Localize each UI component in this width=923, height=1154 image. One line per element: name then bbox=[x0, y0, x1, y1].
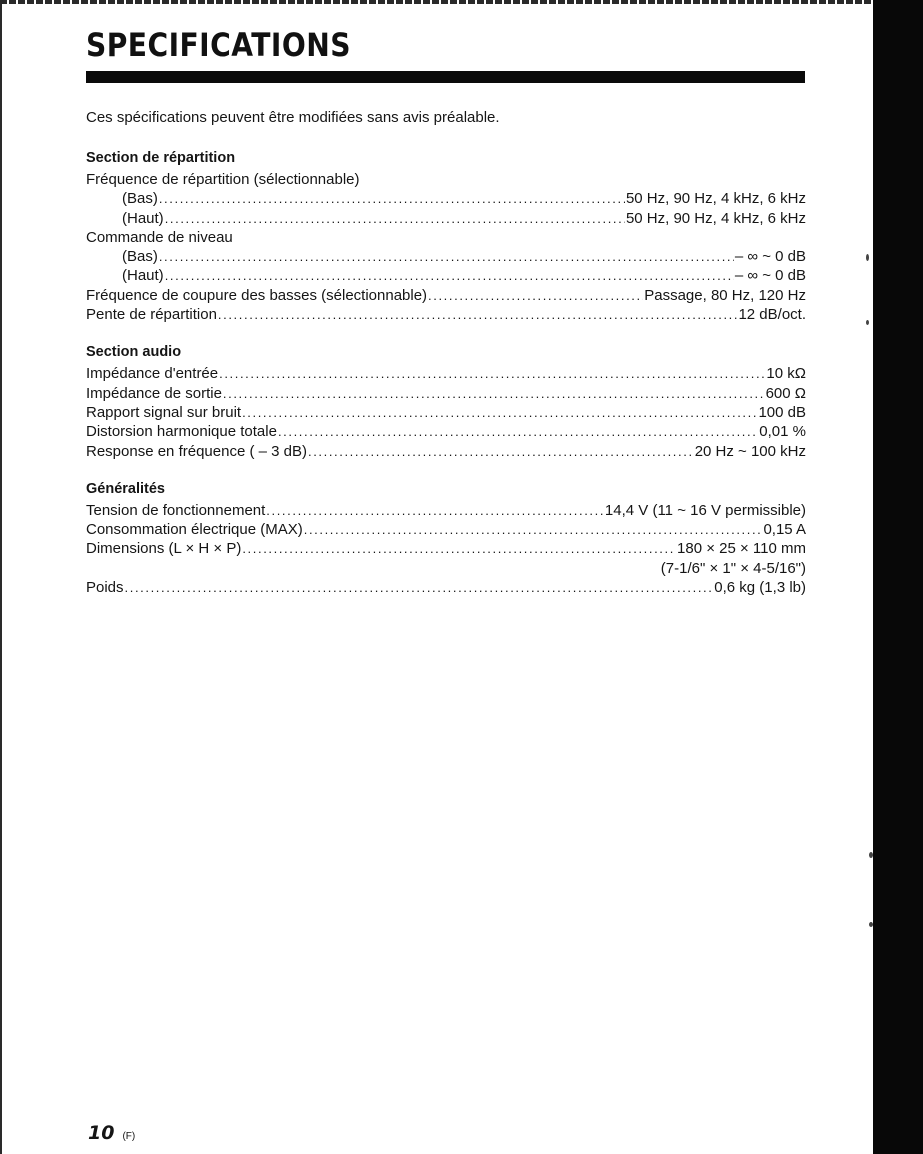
audio-heading: Section audio bbox=[86, 344, 182, 361]
dot-leader bbox=[278, 422, 758, 441]
spec-row-level-high bbox=[86, 266, 806, 285]
spec-label: Dimensions (L × H × P) bbox=[86, 540, 242, 558]
spec-row-frequency-response bbox=[86, 442, 806, 461]
scan-speck bbox=[869, 852, 873, 858]
spec-value: 14,4 V (11 ~ 16 V permissible) bbox=[604, 501, 806, 519]
dot-leader bbox=[165, 266, 734, 285]
spec-label: Distorsion harmonique totale bbox=[86, 423, 277, 441]
spec-value: 20 Hz ~ 100 kHz bbox=[694, 442, 806, 460]
dimensions-inches: (7-1/6" × 1" × 4-5/16") bbox=[660, 559, 806, 577]
spec-label: Consommation électrique (MAX) bbox=[86, 521, 303, 539]
spec-row-crossover-freq-high bbox=[86, 209, 806, 228]
dot-leader bbox=[242, 539, 676, 558]
spec-label: Impédance d'entrée bbox=[86, 365, 219, 383]
spec-label: Impédance de sortie bbox=[86, 384, 222, 402]
page-scan-edge-left bbox=[0, 0, 2, 1154]
dot-leader bbox=[219, 364, 765, 383]
general-section bbox=[86, 480, 806, 597]
spec-label: Poids bbox=[86, 579, 124, 597]
change-notice: Ces spécifications peuvent être modifiées sans avis préalable. bbox=[86, 109, 500, 126]
language-code: (F) bbox=[122, 1131, 136, 1142]
spec-row-crossover-freq-low bbox=[86, 189, 806, 208]
spec-row-slope bbox=[86, 305, 806, 324]
spec-label: (Haut) bbox=[122, 209, 164, 227]
scan-speck bbox=[866, 254, 869, 261]
spec-row-thd bbox=[86, 422, 806, 441]
dot-leader bbox=[125, 578, 714, 597]
general-heading: Généralités bbox=[86, 480, 165, 497]
spec-value: 600 Ω bbox=[765, 384, 806, 402]
spec-row-weight bbox=[86, 578, 806, 597]
page-footer bbox=[88, 1122, 135, 1144]
audio-section bbox=[86, 343, 806, 460]
dot-leader bbox=[266, 501, 604, 520]
dot-leader bbox=[218, 305, 738, 324]
spec-value: 0,15 A bbox=[763, 521, 806, 539]
spec-row-voltage bbox=[86, 501, 806, 520]
scan-speck bbox=[869, 922, 873, 927]
scan-speck bbox=[866, 320, 869, 325]
spec-label: Tension de fonctionnement bbox=[86, 501, 266, 519]
spec-row-output-impedance bbox=[86, 384, 806, 403]
crossover-freq-label: Fréquence de répartition (sélectionnable) bbox=[86, 171, 360, 188]
spec-value: – ∞ ~ 0 dB bbox=[734, 267, 806, 285]
spec-value: 0,01 % bbox=[759, 423, 806, 441]
level-control-label: Commande de niveau bbox=[86, 228, 233, 246]
dot-leader bbox=[428, 286, 643, 305]
dot-leader bbox=[242, 403, 757, 422]
spec-value: 180 × 25 × 110 mm bbox=[677, 540, 806, 558]
spec-value: 50 Hz, 90 Hz, 4 kHz, 6 kHz bbox=[625, 209, 806, 227]
spec-content bbox=[86, 108, 806, 597]
dot-leader bbox=[304, 520, 763, 539]
spec-row-input-impedance bbox=[86, 364, 806, 383]
title-underline-bar bbox=[86, 71, 805, 83]
spec-value: 50 Hz, 90 Hz, 4 kHz, 6 kHz bbox=[625, 190, 806, 208]
dot-leader bbox=[159, 189, 625, 208]
page-title: SPECIFICATIONS bbox=[86, 26, 351, 64]
dot-leader bbox=[159, 247, 734, 266]
spec-row-level-low bbox=[86, 247, 806, 266]
page-number: 10 bbox=[88, 1122, 115, 1144]
spec-label: Pente de répartition bbox=[86, 306, 217, 324]
crossover-section bbox=[86, 149, 806, 324]
spec-row-current bbox=[86, 520, 806, 539]
spec-value: 10 kΩ bbox=[766, 365, 806, 383]
page-scan-edge-top bbox=[0, 0, 872, 4]
spec-label: Fréquence de coupure des basses (sélectionnable) bbox=[86, 286, 428, 304]
spec-value: – ∞ ~ 0 dB bbox=[734, 248, 806, 266]
spec-row-snr bbox=[86, 403, 806, 422]
spec-value: 100 dB bbox=[758, 403, 806, 421]
crossover-heading: Section de répartition bbox=[86, 150, 236, 166]
spec-row-dimensions bbox=[86, 539, 806, 558]
spec-label: Response en fréquence ( – 3 dB) bbox=[86, 442, 307, 460]
dot-leader bbox=[223, 384, 765, 403]
dot-leader bbox=[308, 442, 694, 461]
spec-value: Passage, 80 Hz, 120 Hz bbox=[644, 286, 806, 304]
spec-row-bass-cut bbox=[86, 286, 806, 305]
spec-value: 0,6 kg (1,3 lb) bbox=[714, 579, 806, 597]
page-scan-edge-right bbox=[873, 0, 923, 1154]
spec-label: (Bas) bbox=[122, 190, 158, 208]
dot-leader bbox=[165, 209, 625, 228]
spec-label: (Bas) bbox=[122, 248, 158, 266]
spec-value: 12 dB/oct. bbox=[738, 306, 806, 324]
spec-label: (Haut) bbox=[122, 267, 164, 285]
spec-label: Rapport signal sur bruit bbox=[86, 403, 242, 421]
